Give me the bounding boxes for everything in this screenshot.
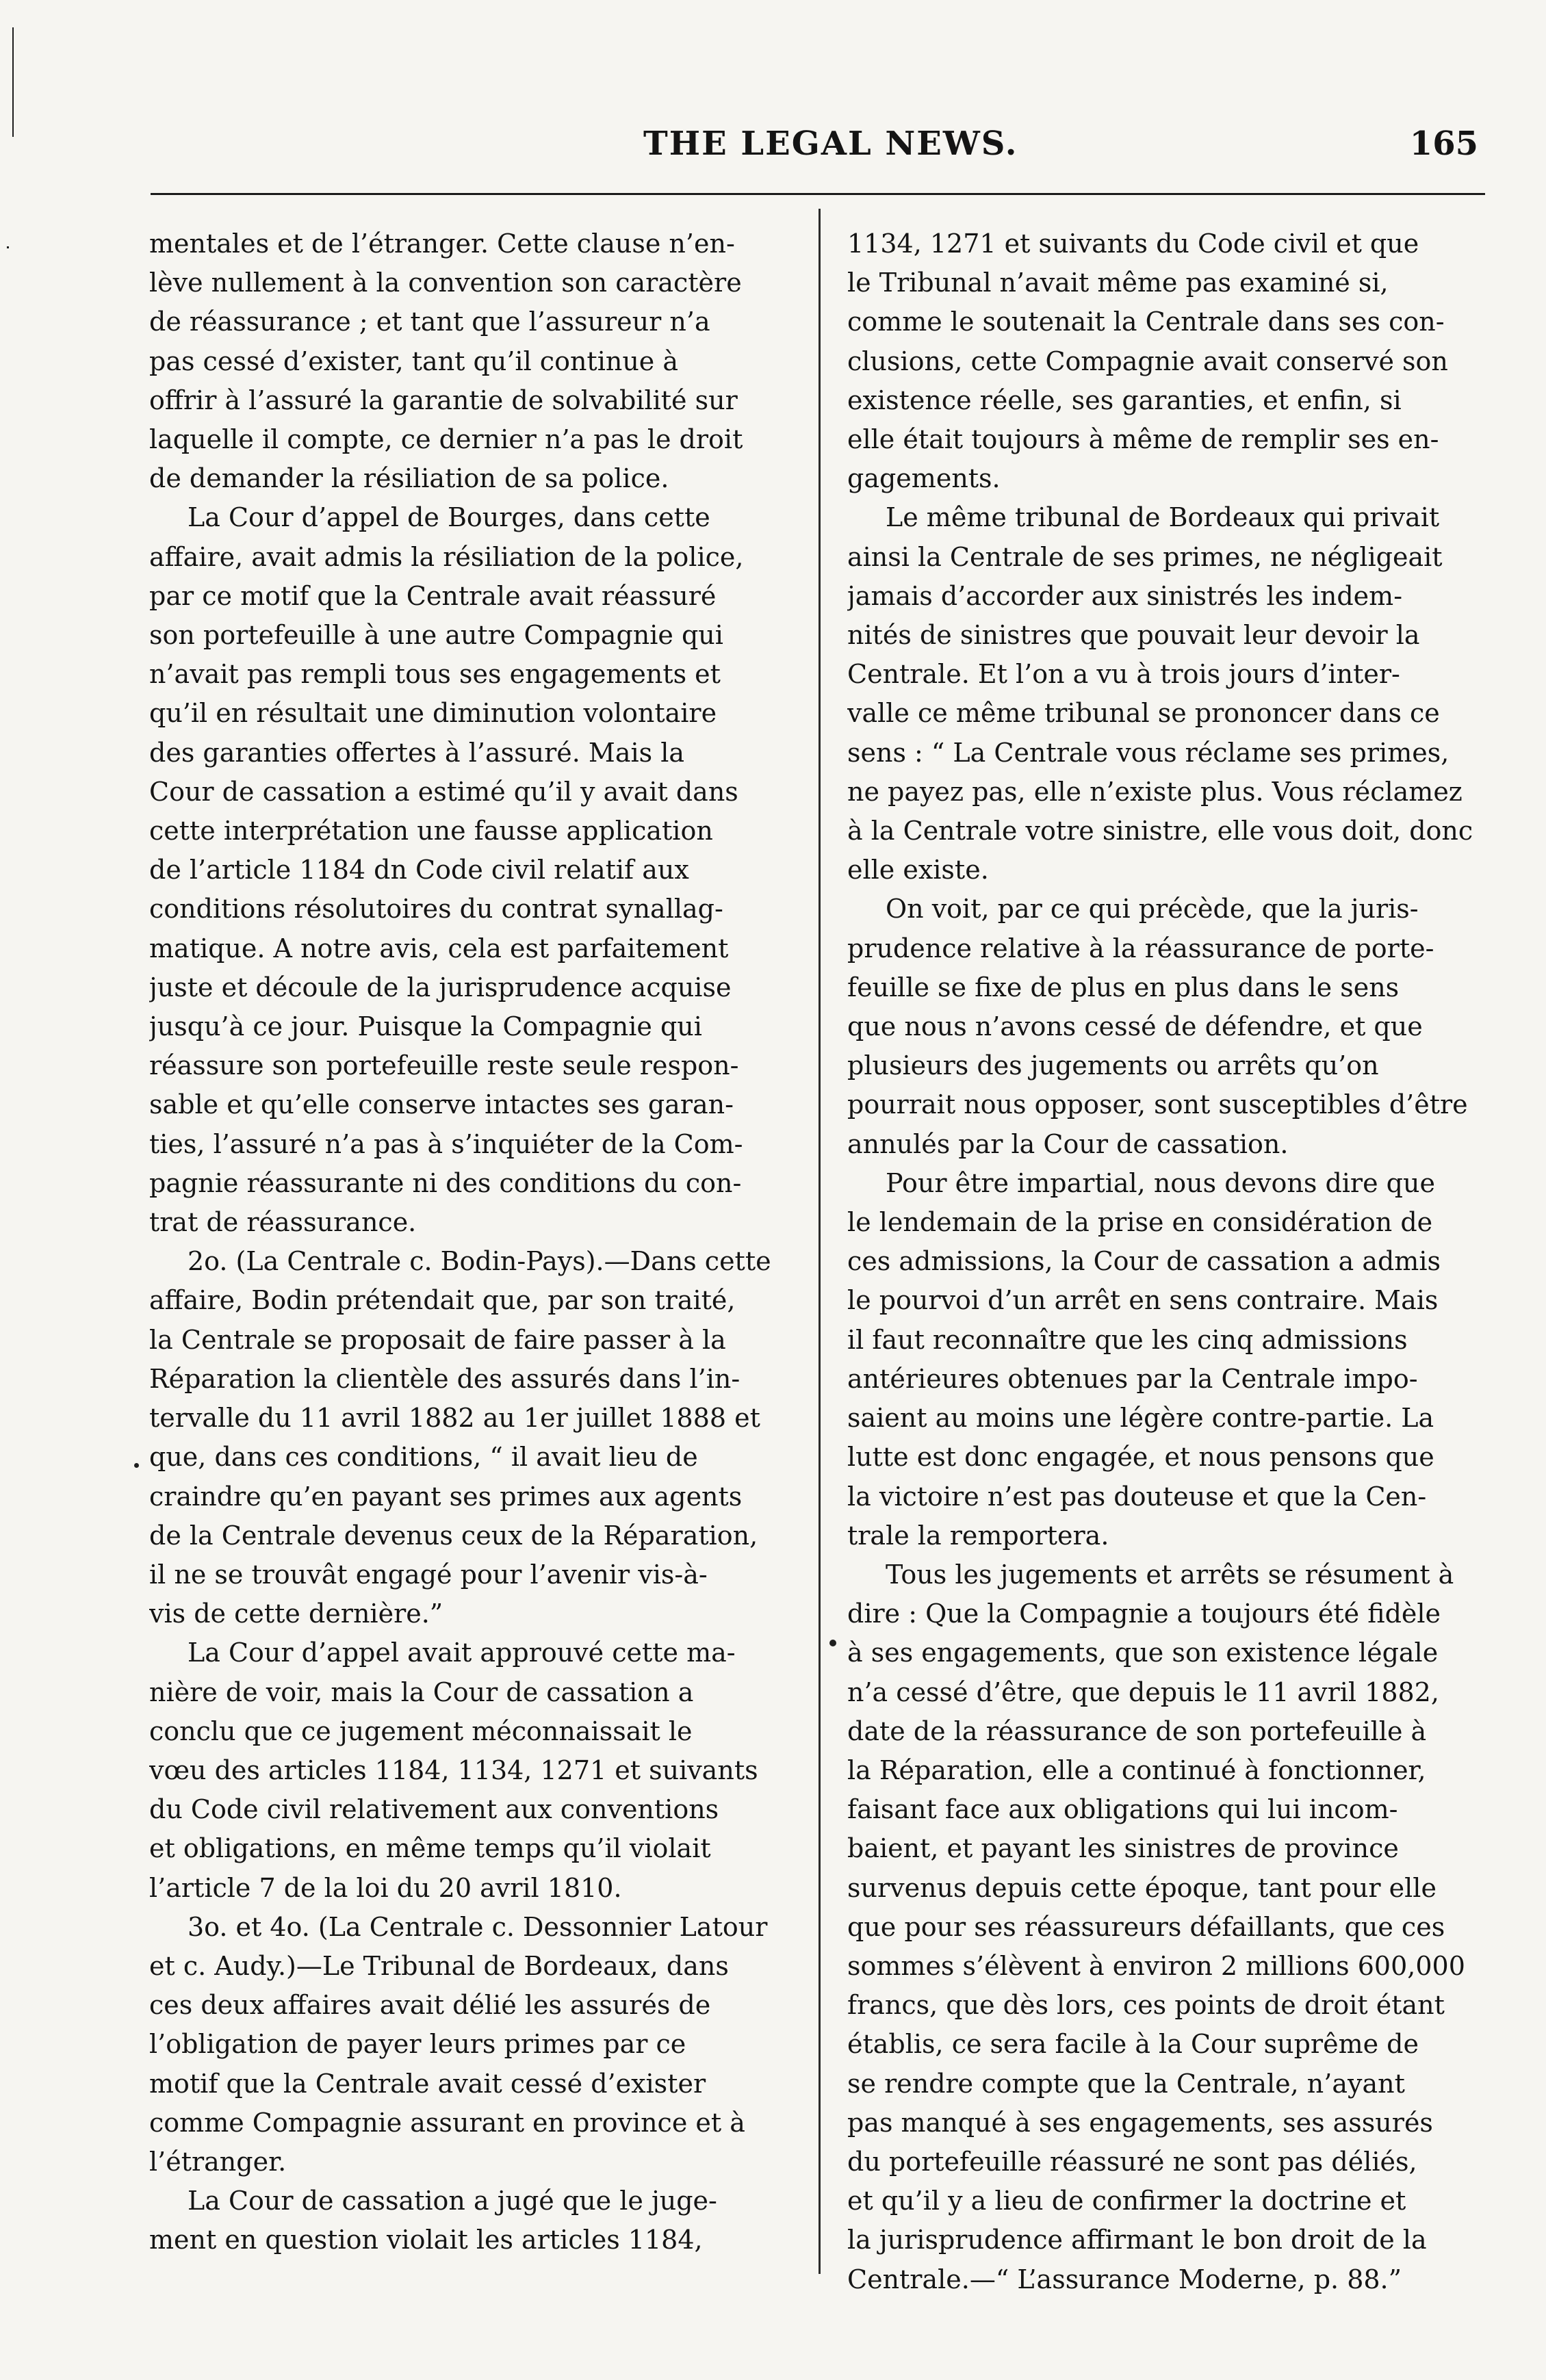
text-line: que pour ses réassureurs défaillants, que ces bbox=[847, 1911, 1445, 1942]
text-line: le pourvoi d’un arrêt en sens contraire. Mais bbox=[847, 1285, 1439, 1316]
text-line: La Cour d’appel avait approuvé cette ma- bbox=[188, 1638, 736, 1668]
running-header bbox=[164, 115, 1485, 170]
text-line: affaire, avait admis la résiliation de la police, bbox=[149, 541, 744, 572]
text-line: comme le soutenait la Centrale dans ses con- bbox=[847, 307, 1445, 337]
text-line: de demander la résiliation de sa police. bbox=[149, 463, 669, 494]
text-line: offrir à l’assuré la garantie de solvabilité sur bbox=[149, 385, 738, 415]
text-line: à la Centrale votre sinistre, elle vous doit, donc bbox=[847, 816, 1473, 846]
text-line: elle existe. bbox=[847, 855, 989, 885]
text-line: laquelle il compte, ce dernier n’a pas le droit bbox=[149, 424, 743, 455]
text-line: conclu que ce jugement méconnaissait le bbox=[149, 1716, 693, 1746]
text-line: il ne se trouvât engagé pour l’avenir vis-à- bbox=[149, 1559, 708, 1590]
text-line: du Code civil relativement aux conventions bbox=[149, 1794, 719, 1825]
journal-title: THE LEGAL NEWS. bbox=[643, 125, 1018, 163]
text-line: Centrale. Et l’on a vu à trois jours d’inter- bbox=[847, 659, 1400, 690]
text-line: l’obligation de payer leurs primes par ce bbox=[149, 2029, 686, 2060]
text-line: trale la remportera. bbox=[847, 1520, 1109, 1551]
text-line: dire : Que la Compagnie a toujours été fidèle bbox=[847, 1599, 1441, 1629]
text-line: n’avait pas rempli tous ses engagements et bbox=[149, 659, 721, 690]
text-line: jusqu’à ce jour. Puisque la Compagnie qui bbox=[149, 1011, 702, 1042]
text-line: ces admissions, la Cour de cassation a admis bbox=[847, 1246, 1441, 1277]
text-line: se rendre compte que la Centrale, n’ayant bbox=[847, 2068, 1405, 2099]
text-line: La Cour de cassation a jugé que le juge- bbox=[188, 2186, 717, 2216]
text-line: sommes s’élèvent à environ 2 millions 600,000 bbox=[847, 1950, 1465, 1981]
text-line: plusieurs des jugements ou arrêts qu’on bbox=[847, 1050, 1379, 1081]
text-line: tervalle du 11 avril 1882 au 1er juillet 1888 et bbox=[149, 1403, 760, 1434]
text-line: nière de voir, mais la Cour de cassation a bbox=[149, 1677, 694, 1707]
text-line: Tous les jugements et arrêts se résument à bbox=[886, 1559, 1454, 1590]
text-line: survenus depuis cette époque, tant pour elle bbox=[847, 1872, 1437, 1903]
text-line: pourrait nous opposer, sont susceptibles d’être bbox=[847, 1089, 1468, 1120]
text-line: ties, l’assuré n’a pas à s’inquiéter de la Com- bbox=[149, 1128, 743, 1159]
text-line: ces deux affaires avait délié les assurés de bbox=[149, 1990, 711, 2021]
text-line: francs, que dès lors, ces points de droit étant bbox=[847, 1990, 1445, 2021]
text-line: Le même tribunal de Bordeaux qui privait bbox=[886, 502, 1440, 533]
text-line: Centrale.—“ L’assurance Moderne, p. 88.” bbox=[847, 2264, 1402, 2294]
text-line: qu’il en résultait une diminution volontaire bbox=[149, 698, 717, 729]
text-line: la Réparation, elle a continué à fonctionner, bbox=[847, 1755, 1426, 1785]
text-line: la victoire n’est pas douteuse et que la Cen- bbox=[847, 1481, 1427, 1512]
scan-speck bbox=[12, 27, 14, 137]
page-number: 165 bbox=[1409, 125, 1478, 163]
text-line: et qu’il y a lieu de confirmer la doctrine et bbox=[847, 2186, 1406, 2216]
text-line: Pour être impartial, nous devons dire que bbox=[886, 1167, 1435, 1198]
text-line: 3o. et 4o. (La Centrale c. Dessonnier Latour bbox=[188, 1911, 768, 1942]
text-line: du portefeuille réassuré ne sont pas déliés, bbox=[847, 2146, 1417, 2177]
text-line: gagements. bbox=[847, 463, 1001, 494]
text-line: 2o. (La Centrale c. Bodin-Pays).—Dans cette bbox=[188, 1246, 771, 1277]
scan-speck bbox=[829, 1640, 836, 1646]
text-line: juste et découle de la jurisprudence acquise bbox=[149, 972, 732, 1003]
scan-speck bbox=[134, 1463, 139, 1468]
text-line: le lendemain de la prise en considération de bbox=[847, 1207, 1433, 1238]
text-line: existence réelle, ses garanties, et enfin, si bbox=[847, 385, 1402, 415]
left-column bbox=[149, 224, 806, 2260]
text-line: la jurisprudence affirmant le bon droit de la bbox=[847, 2225, 1427, 2255]
text-line: mentales et de l’étranger. Cette clause n’en- bbox=[149, 229, 735, 259]
text-line: n’a cessé d’être, que depuis le 11 avril 1882, bbox=[847, 1677, 1439, 1707]
text-line: et c. Audy.)—Le Tribunal de Bordeaux, dans bbox=[149, 1950, 729, 1981]
text-line: jamais d’accorder aux sinistrés les indem- bbox=[847, 580, 1403, 611]
text-line: saient au moins une légère contre-partie. La bbox=[847, 1403, 1434, 1434]
text-line: lève nullement à la convention son caractère bbox=[149, 268, 742, 298]
right-column bbox=[847, 224, 1504, 2299]
text-line: trat de réassurance. bbox=[149, 1207, 417, 1238]
text-line: pas manqué à ses engagements, ses assurés bbox=[847, 2107, 1433, 2138]
text-line: à ses engagements, que son existence légale bbox=[847, 1638, 1439, 1668]
text-line: La Cour d’appel de Bourges, dans cette bbox=[188, 502, 710, 533]
text-line: la Centrale se proposait de faire passer à la bbox=[149, 1324, 726, 1355]
text-line: Réparation la clientèle des assurés dans l’in- bbox=[149, 1363, 740, 1394]
text-line: et obligations, en même temps qu’il violait bbox=[149, 1833, 711, 1864]
text-line: l’étranger. bbox=[149, 2146, 287, 2177]
text-line: baient, et payant les sinistres de province bbox=[847, 1833, 1399, 1864]
text-line: de la Centrale devenus ceux de la Réparation, bbox=[149, 1520, 758, 1551]
text-line: des garanties offertes à l’assuré. Mais la bbox=[149, 737, 685, 768]
text-line: sens : “ La Centrale vous réclame ses primes, bbox=[847, 737, 1450, 768]
column-divider bbox=[819, 209, 821, 2274]
text-line: pas cessé d’exister, tant qu’il continue à bbox=[149, 346, 679, 376]
text-line: date de la réassurance de son portefeuille à bbox=[847, 1716, 1427, 1746]
text-line: pagnie réassurante ni des conditions du con- bbox=[149, 1167, 742, 1198]
text-line: lutte est donc engagée, et nous pensons que bbox=[847, 1442, 1434, 1473]
text-line: cette interprétation une fausse application bbox=[149, 816, 713, 846]
text-line: établis, ce sera facile à la Cour suprême de bbox=[847, 2029, 1419, 2060]
text-line: vis de cette dernière.” bbox=[149, 1599, 443, 1629]
header-rule bbox=[151, 193, 1485, 195]
text-line: le Tribunal n’avait même pas examiné si, bbox=[847, 268, 1389, 298]
text-line: antérieures obtenues par la Centrale impo- bbox=[847, 1363, 1418, 1394]
text-line: On voit, par ce qui précède, que la juris- bbox=[886, 894, 1419, 924]
text-line: de réassurance ; et tant que l’assureur n’a bbox=[149, 307, 710, 337]
text-line: elle était toujours à même de remplir ses en- bbox=[847, 424, 1439, 455]
text-line: sable et qu’elle conserve intactes ses garan- bbox=[149, 1089, 734, 1120]
text-line: valle ce même tribunal se prononcer dans ce bbox=[847, 698, 1440, 729]
text-line: par ce motif que la Centrale avait réassuré bbox=[149, 580, 717, 611]
text-line: son portefeuille à une autre Compagnie qui bbox=[149, 620, 723, 651]
text-line: ainsi la Centrale de ses primes, ne négligeait bbox=[847, 541, 1443, 572]
text-line: vœu des articles 1184, 1134, 1271 et suivants bbox=[149, 1755, 758, 1785]
text-line: faisant face aux obligations qui lui incom- bbox=[847, 1794, 1398, 1825]
text-line: motif que la Centrale avait cessé d’exister bbox=[149, 2068, 706, 2099]
text-line: Cour de cassation a estimé qu’il y avait dans bbox=[149, 776, 738, 807]
text-line: ment en question violait les articles 1184, bbox=[149, 2225, 703, 2255]
text-line: nités de sinistres que pouvait leur devoir la bbox=[847, 620, 1420, 651]
scan-speck bbox=[7, 246, 9, 248]
text-line: conditions résolutoires du contrat synallag- bbox=[149, 894, 723, 924]
text-line: annulés par la Cour de cassation. bbox=[847, 1128, 1289, 1159]
text-line: l’article 7 de la loi du 20 avril 1810. bbox=[149, 1872, 622, 1903]
text-line: craindre qu’en payant ses primes aux agents bbox=[149, 1481, 743, 1512]
text-line: feuille se fixe de plus en plus dans le sens bbox=[847, 972, 1400, 1003]
text-line: clusions, cette Compagnie avait conservé son bbox=[847, 346, 1448, 376]
text-line: 1134, 1271 et suivants du Code civil et que bbox=[847, 229, 1419, 259]
text-line: réassure son portefeuille reste seule respon- bbox=[149, 1050, 739, 1081]
text-line: prudence relative à la réassurance de porte- bbox=[847, 933, 1434, 963]
text-line: que nous n’avons cessé de défendre, et que bbox=[847, 1011, 1423, 1042]
text-line: que, dans ces conditions, “ il avait lieu de bbox=[149, 1442, 698, 1473]
text-line: il faut reconnaître que les cinq admissions bbox=[847, 1324, 1408, 1355]
text-line: comme Compagnie assurant en province et à bbox=[149, 2107, 745, 2138]
text-line: affaire, Bodin prétendait que, par son traité, bbox=[149, 1285, 736, 1316]
text-line: matique. A notre avis, cela est parfaitement bbox=[149, 933, 729, 963]
text-line: ne payez pas, elle n’existe plus. Vous réclamez bbox=[847, 776, 1463, 807]
text-line: de l’article 1184 dn Code civil relatif aux bbox=[149, 855, 689, 885]
